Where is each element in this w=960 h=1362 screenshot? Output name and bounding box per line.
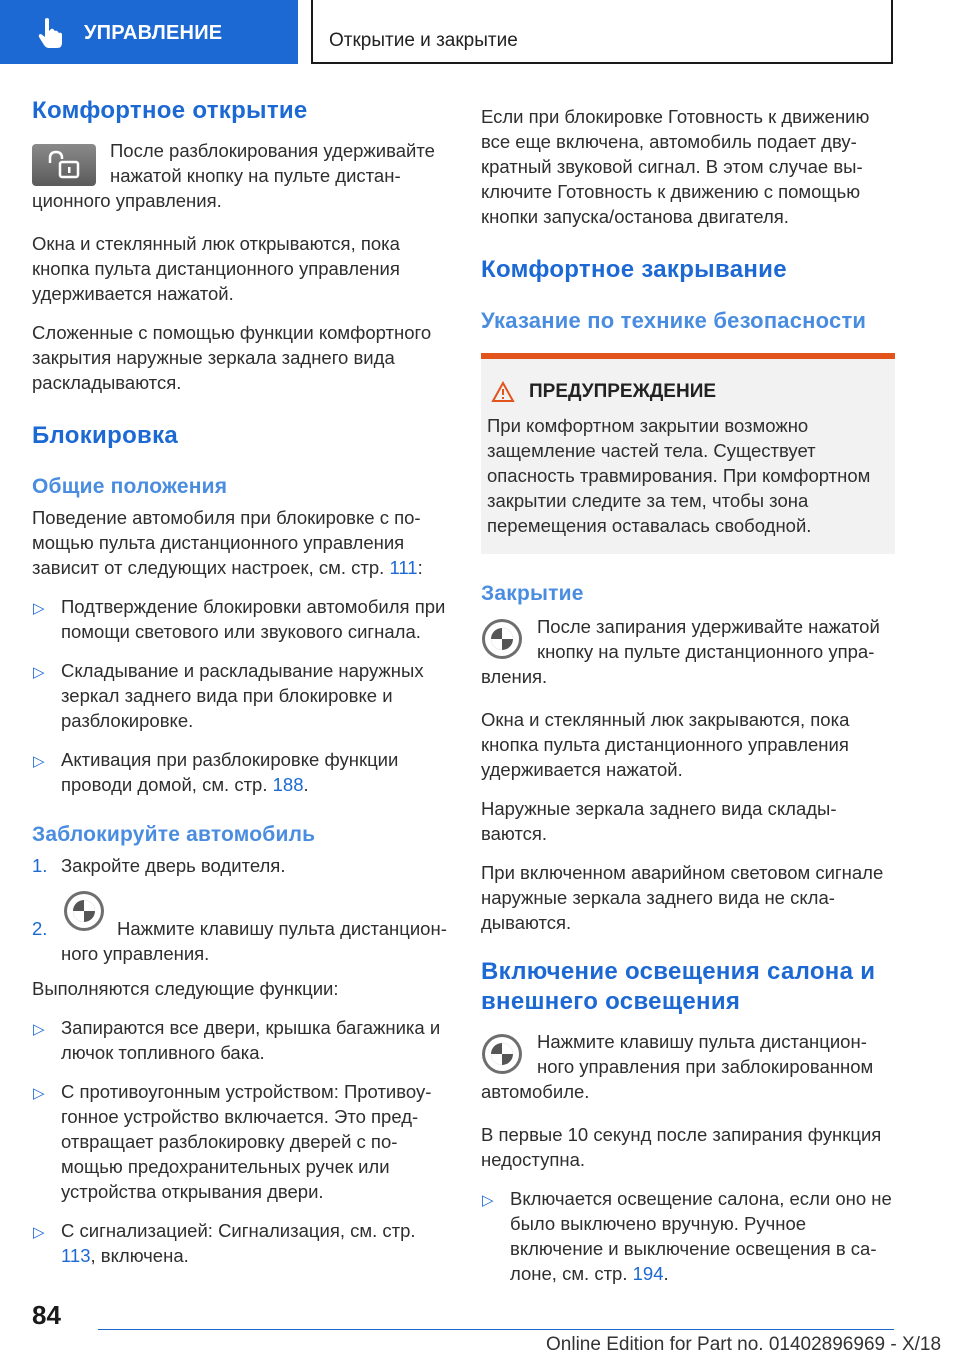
warning-triangle-icon (491, 381, 515, 403)
chapter-tab[interactable] (0, 0, 298, 64)
list-item-text: Запираются все двери, крышка багажника и лючок топливного бака. (61, 1017, 441, 1063)
comfort-close-heading: Комфортное закрывание (481, 256, 787, 283)
bullet-triangle-icon: ▷ (33, 1085, 45, 1102)
general-text-end: : (417, 557, 423, 578)
page-link-194[interactable]: 194 (632, 1263, 664, 1284)
page-link-111[interactable]: 111 (389, 557, 418, 578)
functions-text: Выполняются следующие функции: (32, 978, 339, 999)
list-item (32, 1079, 450, 1204)
section-title: Открытие и закрытие (329, 30, 518, 51)
closing-heading: Закрытие (481, 582, 584, 605)
list-item-end: . (663, 1263, 669, 1284)
warning-box (481, 353, 895, 554)
closing-text-4: При включенном аварийном световом сигнале наружные зеркала заднего вида не складываются. (481, 862, 884, 933)
left-column (32, 96, 450, 1282)
safety-heading: Указание по технике безопасности (481, 308, 867, 333)
warning-title: ПРЕДУПРЕЖДЕНИЕ (529, 381, 717, 402)
ready-to-drive-text: Если при блокировке Готовность к движению все еще включена, автомобиль подает двукратный звуковой сигнал. В этом случае выключите Готовность к движению с помощью кнопки запуска/останова двигателя. (481, 106, 870, 227)
bullet-triangle-icon: ▷ (33, 1224, 45, 1241)
page-link-188[interactable]: 188 (272, 774, 304, 795)
edition-text: Online Edition for Part no. 01402896969 - X/18 (546, 1334, 942, 1355)
warning-text: При комфортном закрытии возможно защемление частей тела. Существует опасность травмирования. При комфортном закрытии следите за тем, чтобы зона перемещения оставалась свободной. (487, 415, 871, 536)
comfort-open-text-1: После разблокирования удерживайте нажатой кнопку на пульте дистанционного управления. (32, 140, 435, 211)
closing-text-3: Наружные зеркала заднего вида складываются. (481, 798, 837, 844)
bullet-triangle-icon: ▷ (33, 600, 45, 617)
list-item-text: Активация при разблокировке функции проводи домой, см. стр. (61, 749, 399, 795)
bullet-triangle-icon: ▷ (33, 1021, 45, 1038)
list-item (32, 1218, 450, 1268)
bullet-triangle-icon: ▷ (482, 1192, 494, 1209)
list-item-text: Складывание и раскладывание наружных зеркал заднего вида при блокировке и разблокировке. (61, 660, 424, 731)
list-item-text: С сигнализацией: Сигнализация, см. стр. (61, 1220, 416, 1241)
list-item-text: Подтверждение блокировки автомобиля при помощи светового или звукового сигнала. (61, 596, 446, 642)
closing-text-2: Окна и стеклянный люк закрываются, пока кнопка пульта дистанционного управления удерживается нажатой. (481, 709, 850, 780)
comfort-open-block (32, 138, 450, 231)
list-item (32, 594, 450, 644)
step-text: Нажмите клавишу пульта дистанционного управления. (61, 918, 447, 964)
step-number: 2. (32, 918, 48, 939)
general-heading: Общие положения (32, 475, 228, 498)
closing-block (481, 614, 895, 707)
hand-pointer-icon (36, 16, 66, 50)
list-item-end: , включена. (90, 1245, 189, 1266)
step-2 (32, 896, 450, 966)
lock-car-heading: Заблокируйте автомобиль (32, 823, 316, 846)
section-header (311, 0, 893, 64)
list-item (481, 1186, 895, 1286)
step-number: 1. (32, 855, 48, 876)
lock-heading: Блокировка (32, 422, 179, 449)
footer-divider (98, 1329, 894, 1330)
page-link-113[interactable]: 113 (61, 1245, 91, 1266)
comfort-open-heading: Комфортное открытие (32, 97, 308, 124)
list-item (32, 747, 450, 797)
bullet-triangle-icon: ▷ (33, 664, 45, 681)
bullet-triangle-icon: ▷ (33, 753, 45, 770)
step-1 (32, 853, 450, 878)
list-item-end: . (303, 774, 309, 795)
list-item (32, 1015, 450, 1065)
warning-header (487, 381, 887, 403)
page-number: 84 (32, 1300, 61, 1330)
list-item-text: Включается освещение салона, если оно не было выключено вручную. Ручное включение и выключение освещения в салоне, см. стр. (510, 1188, 892, 1284)
closing-text-1: После запирания удерживайте нажатой кнопку на пульте дистанционного управления. (481, 616, 880, 687)
lighting-text-2: В первые 10 секунд после запирания функция недоступна. (481, 1124, 882, 1170)
list-item (32, 658, 450, 733)
bmw-key-icon (63, 890, 105, 932)
general-text (32, 505, 450, 580)
step-text: Закройте дверь водителя. (61, 855, 286, 876)
general-text-body: Поведение автомобиля при блокировке с помощью пульта дистанционного управления зависит от следующих настроек, см. стр. (32, 507, 421, 578)
comfort-open-text-2: Окна и стеклянный люк открываются, пока кнопка пульта дистанционного управления удерживается нажатой. (32, 233, 400, 304)
bmw-key-icon (481, 1033, 523, 1075)
unlock-icon (32, 144, 96, 186)
lighting-text-1: Нажмите клавишу пульта дистанционного управления при заблокированном автомобиле. (481, 1031, 874, 1102)
lighting-heading: Включение освещения салона и внешнего освещения (481, 958, 876, 1015)
list-item-text: С противоугонным устройством: Противоугонное устройство включается. Это предотвращает разблокировку дверей с помощью предохранительных ручек или устройства открывания двери. (61, 1081, 432, 1202)
comfort-open-text-3: Сложенные с помощью функции комфортного закрытия наружные зеркала заднего вида раскладываются. (32, 322, 432, 393)
chapter-title: УПРАВЛЕНИЕ (84, 22, 223, 44)
lighting-block (481, 1029, 895, 1122)
bmw-key-icon (481, 618, 523, 660)
right-column (481, 104, 895, 1300)
